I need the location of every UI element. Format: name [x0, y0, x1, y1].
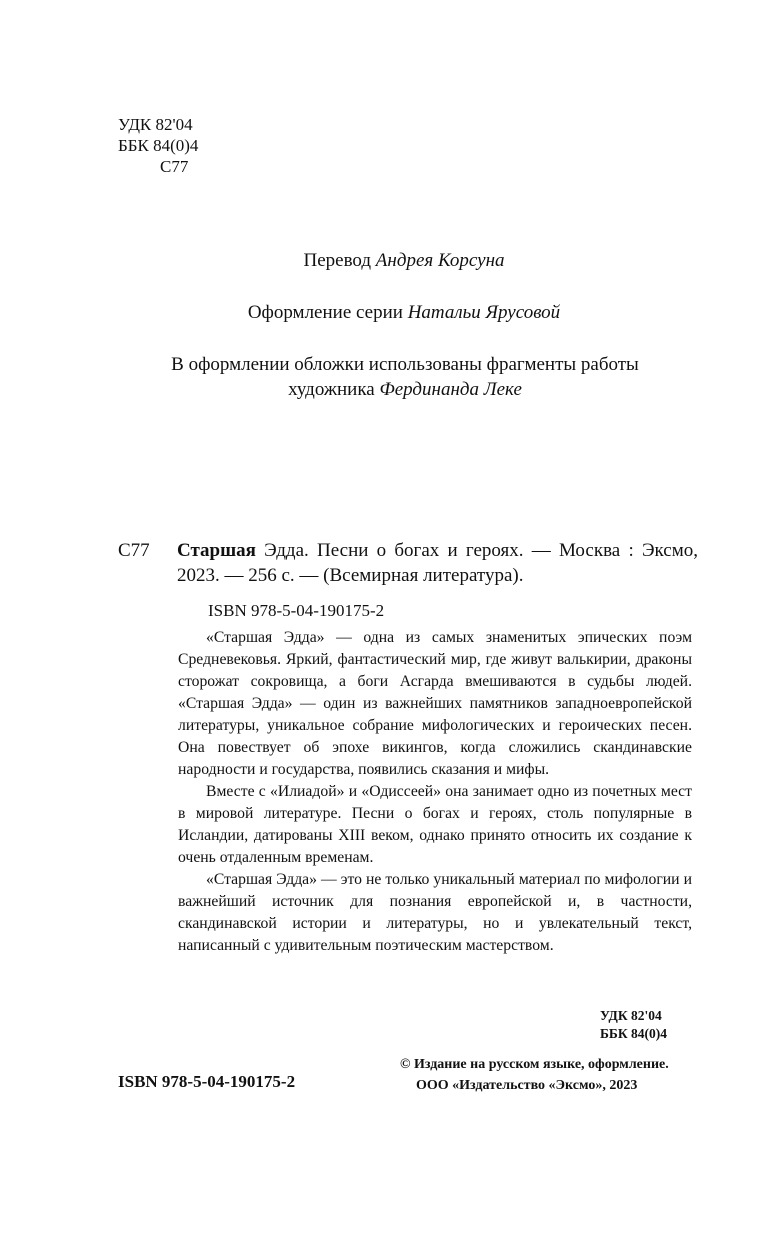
annotation-paragraph: «Старшая Эдда» — это не только уникальный материал по мифологии и важнейший источник для познания европейской и, в частности, скандинавской истории и литературы, но и увлекательный текст, написанный с удивительным поэтическим мастерством. [178, 871, 692, 954]
translator-name: Андрея Корсуна [375, 250, 505, 271]
series-designer-name: Натальи Ярусовой [407, 302, 561, 323]
cover-label: художника [288, 379, 375, 400]
annotation-paragraph: «Старшая Эдда» — одна из самых знаменитых эпических поэм Средневековья. Яркий, фантастический мир, где живут валькирии, драконы сторожат сокровища, а боги Асгарда вмешиваются в судьбы людей. «Старшая Эдда» — один из важнейших памятников западноевропейской литературы, уникальное собрание мифологических и героических песен. Она повествует об эпохе викингов, когда сложились скандинавские народности и государства, появились сказания и мифы. [178, 629, 692, 778]
translation-credit [0, 248, 768, 273]
classification-block [118, 114, 198, 177]
bibliographic-code: С77 [118, 540, 150, 561]
author-sign: С77 [160, 157, 189, 176]
cover-credit-line1: В оформлении обложки использованы фрагменты работы [171, 354, 639, 375]
copyright-line1: © Издание на русском языке, оформление. [400, 1057, 669, 1072]
cover-artist-name: Фердинанда Леке [379, 379, 522, 400]
copyright-line2: ООО «Издательство «Эксмо», 2023 [416, 1078, 638, 1093]
annotation [178, 627, 692, 957]
cover-credit-line2 [0, 377, 768, 402]
annotation-paragraph: Вместе с «Илиадой» и «Одиссеей» она занимает одно из почетных мест в мировой литературе. Песни о богах и героях, столь популярные в Исландии, датированы XIII веком, однако принято относить их создание к очень отдаленным временам. [178, 783, 692, 866]
udk-code: УДК 82'04 [118, 115, 193, 134]
series-label: Оформление серии [247, 302, 403, 323]
translation-label: Перевод [303, 250, 372, 271]
bbk-code: ББК 84(0)4 [118, 136, 199, 155]
footer-bbk: ББК 84(0)4 [600, 1026, 668, 1041]
title-rest: Эдда. Песни о богах и героях. — Москва : Эксмо, 2023. — 256 с. — (Всемирная литература). [177, 540, 698, 586]
bibliographic-isbn: ISBN 978-5-04-190175-2 [208, 601, 385, 620]
series-design-credit [0, 300, 768, 325]
copyright-notice [400, 1054, 669, 1096]
bibliographic-record [118, 538, 698, 623]
cover-credit [0, 352, 768, 402]
bibliographic-title [177, 538, 698, 588]
footer-classification [600, 1007, 694, 1043]
footer-udk: УДК 82'04 [600, 1008, 662, 1023]
title-bold-word: Старшая [177, 540, 256, 561]
footer-isbn: ISBN 978-5-04-190175-2 [118, 1072, 296, 1091]
